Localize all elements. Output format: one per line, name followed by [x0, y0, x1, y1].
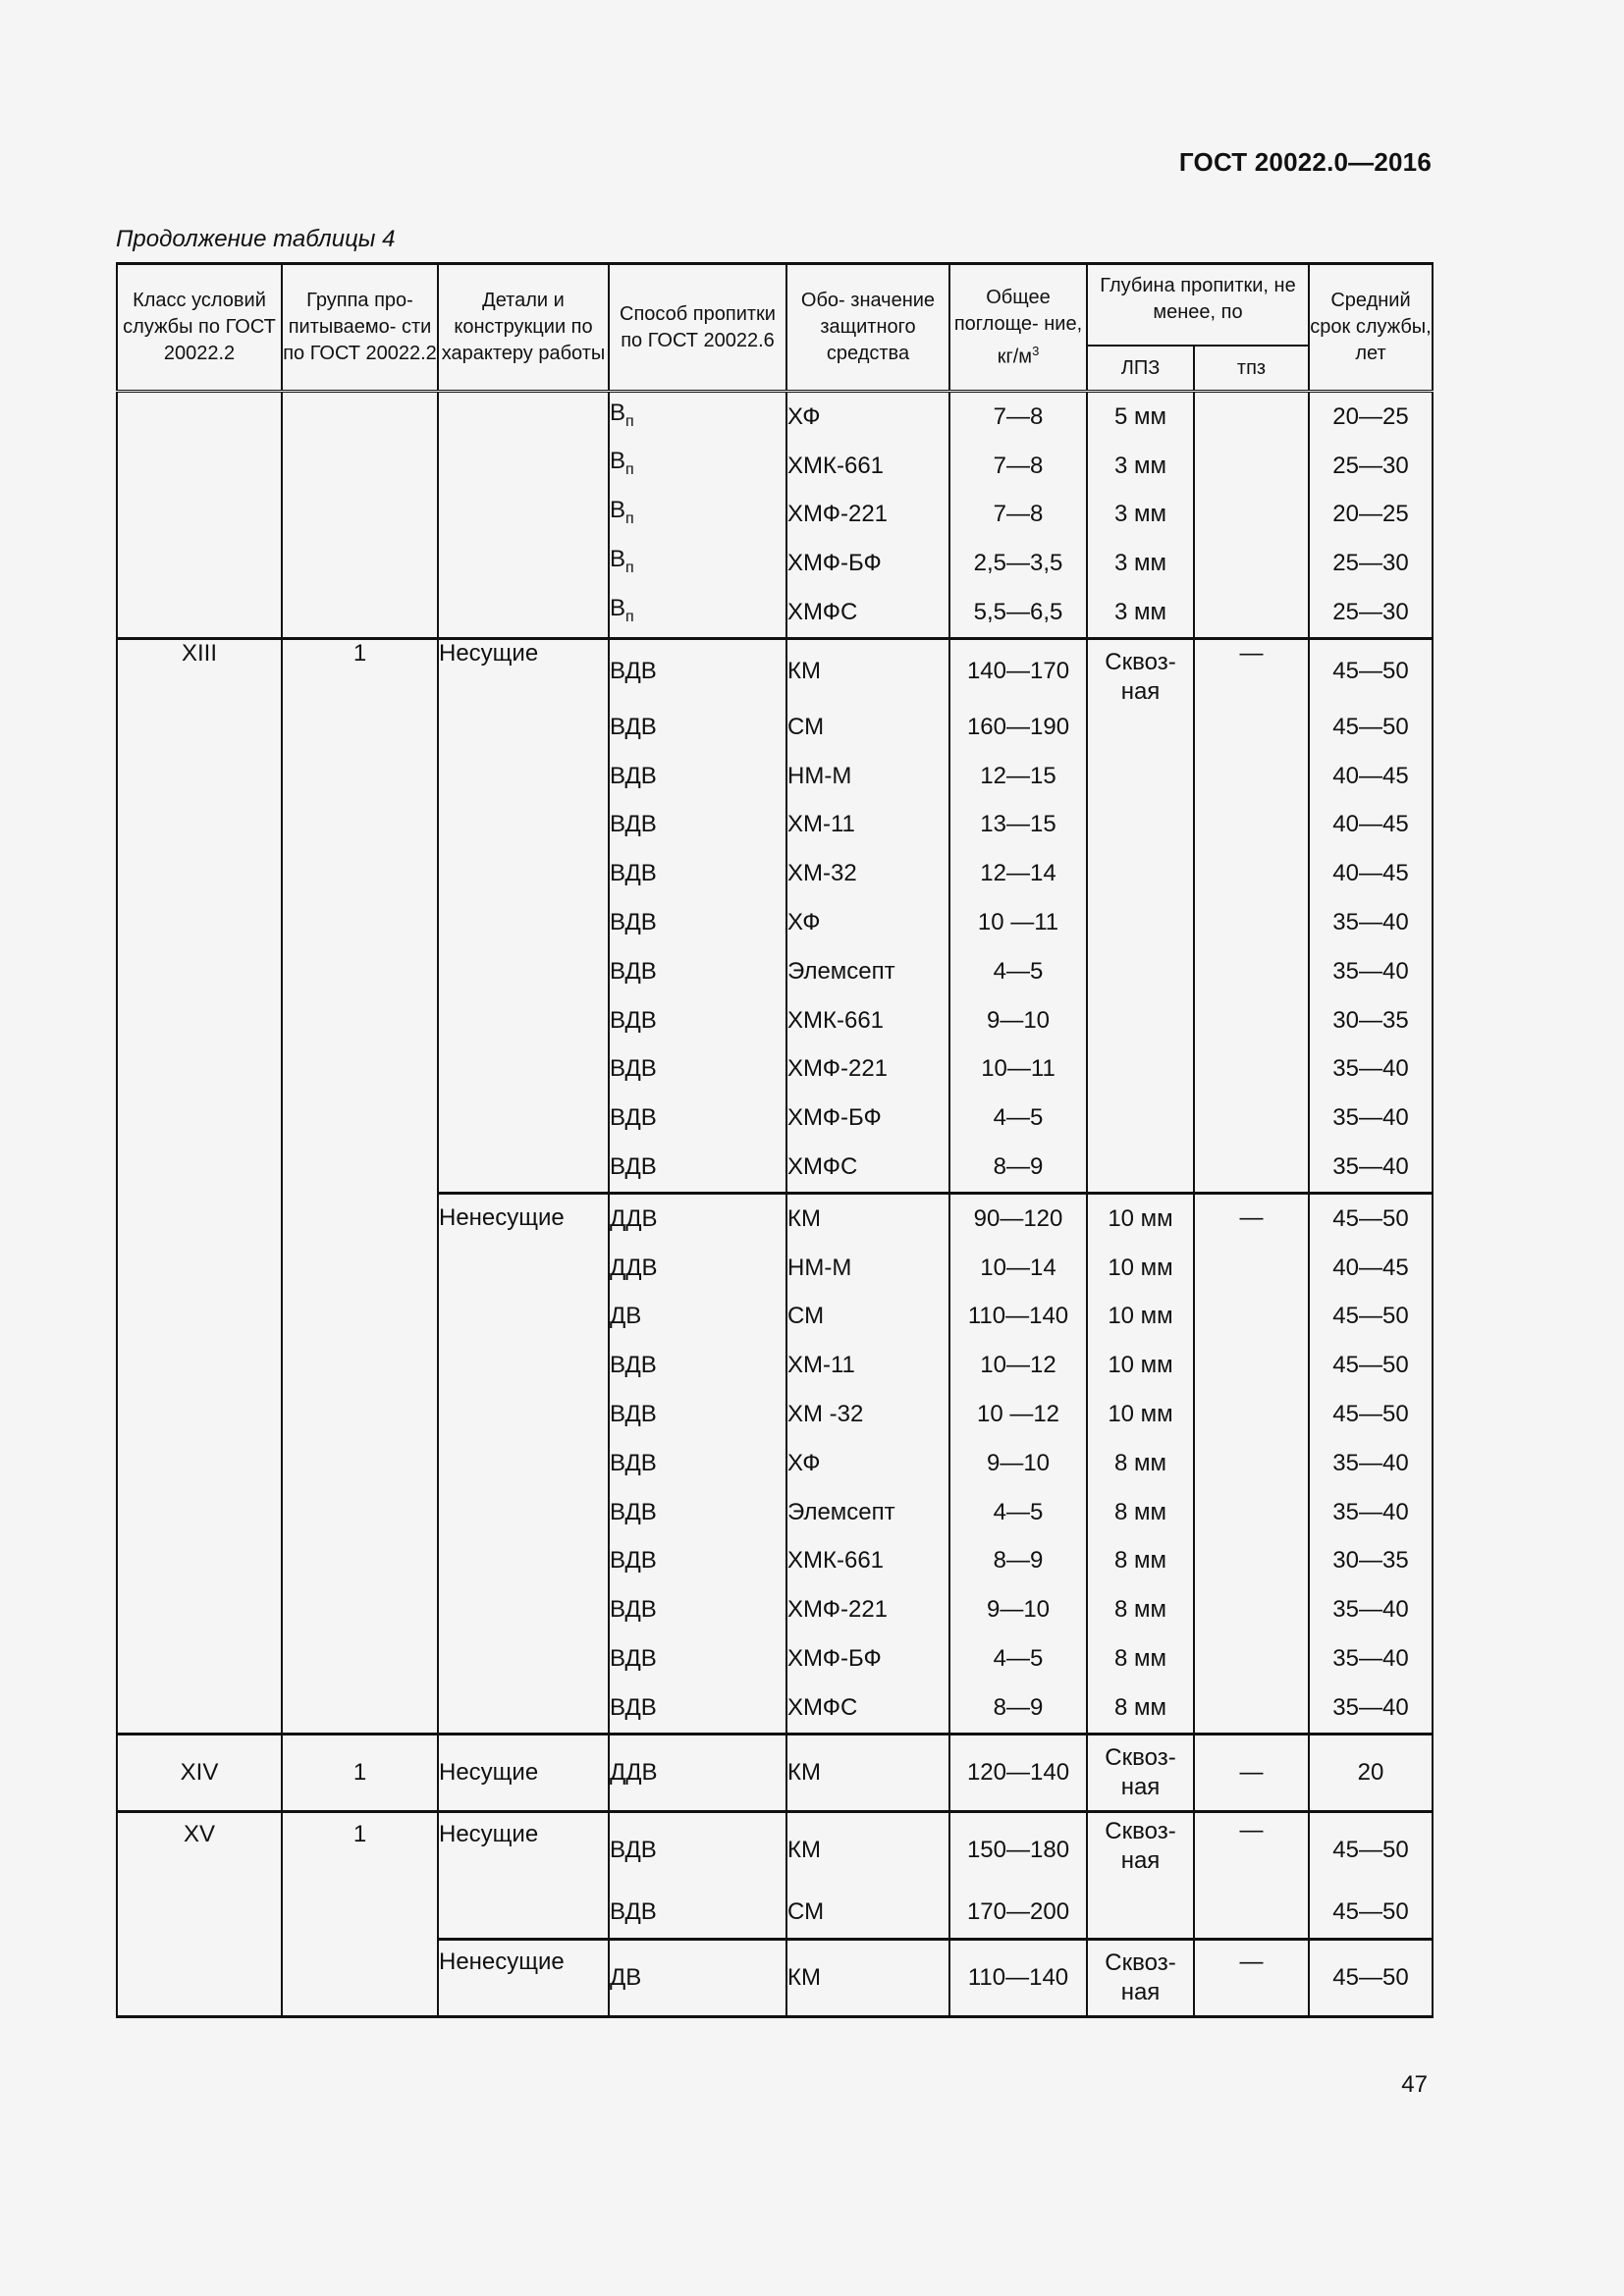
cell-term: 45—50: [1309, 1888, 1433, 1940]
cell-term: 45—50: [1309, 1811, 1433, 1888]
cell-designation: Элемсепт: [786, 947, 949, 996]
cell-term: 45—50: [1309, 1390, 1433, 1439]
cell-lpz: Сквоз- ная: [1087, 638, 1194, 1193]
col-header-class: Класс условий службы по ГОСТ 20022.2: [117, 264, 282, 392]
col-header-method: Способ пропитки по ГОСТ 20022.6: [609, 264, 786, 392]
cell-absorption: 4—5: [949, 1488, 1087, 1537]
cell-absorption: 9—10: [949, 996, 1087, 1045]
cell-group: 1: [282, 1811, 438, 2016]
cell-term: 40—45: [1309, 801, 1433, 850]
cell-details: Несущие: [438, 1811, 609, 1939]
cell-method: $В_п$: [609, 588, 786, 638]
cell-method: ВДВ: [609, 703, 786, 752]
cell-term: 35—40: [1309, 1094, 1433, 1143]
cell-method: ВДВ: [609, 752, 786, 801]
cell-absorption: 10—12: [949, 1341, 1087, 1390]
cell-lpz: 8 мм: [1087, 1634, 1194, 1683]
impregnation-table: [116, 262, 1434, 2018]
cell-term: 35—40: [1309, 1634, 1433, 1683]
cell-method: ВДВ: [609, 947, 786, 996]
cell-class: XIV: [117, 1734, 282, 1811]
cell-absorption: 9—10: [949, 1439, 1087, 1488]
cell-method: ВДВ: [609, 849, 786, 898]
col-header-absorption: Общее поглоще- ние, $кг/м^3$: [949, 264, 1087, 392]
cell-details: [438, 392, 609, 639]
cell-method: ДВ: [609, 1939, 786, 2016]
cell-absorption: 4—5: [949, 1634, 1087, 1683]
cell-method: ВДВ: [609, 1390, 786, 1439]
cell-term: 40—45: [1309, 1244, 1433, 1293]
cell-designation: СМ: [786, 1888, 949, 1940]
cell-class: [117, 392, 282, 639]
cell-method: ВДВ: [609, 1683, 786, 1734]
cell-term: 45—50: [1309, 1939, 1433, 2016]
table-row: [117, 1811, 1433, 1888]
cell-lpz: 10 мм: [1087, 1244, 1194, 1293]
cell-method: ВДВ: [609, 996, 786, 1045]
cell-lpz: 5 мм: [1087, 392, 1194, 442]
cell-class: XV: [117, 1811, 282, 2016]
cell-method: ВДВ: [609, 1341, 786, 1390]
cell-absorption: 7—8: [949, 442, 1087, 491]
cell-details: Несущие: [438, 1734, 609, 1811]
cell-term: 40—45: [1309, 752, 1433, 801]
cell-designation: ХМФ-221: [786, 491, 949, 540]
cell-method: ВДВ: [609, 1439, 786, 1488]
cell-lpz: 8 мм: [1087, 1488, 1194, 1537]
cell-absorption: 8—9: [949, 1143, 1087, 1193]
col-header-tpz: тпз: [1194, 346, 1309, 392]
cell-designation: ХФ: [786, 392, 949, 442]
cell-term: 30—35: [1309, 996, 1433, 1045]
cell-absorption: 110—140: [949, 1939, 1087, 2016]
cell-absorption: 10—11: [949, 1045, 1087, 1095]
cell-designation: Элемсепт: [786, 1488, 949, 1537]
cell-lpz: 3 мм: [1087, 442, 1194, 491]
cell-method: ВДВ: [609, 1537, 786, 1586]
cell-designation: ХМФ-БФ: [786, 539, 949, 588]
cell-tpz: —: [1194, 1193, 1309, 1734]
col-header-term: Средний срок службы, лет: [1309, 264, 1433, 392]
cell-group: 1: [282, 1734, 438, 1811]
cell-lpz: 3 мм: [1087, 491, 1194, 540]
cell-method: $В_п$: [609, 539, 786, 588]
cell-absorption: 170—200: [949, 1888, 1087, 1940]
cell-absorption: 7—8: [949, 392, 1087, 442]
cell-term: 35—40: [1309, 1585, 1433, 1634]
cell-group: [282, 392, 438, 639]
cell-term: 45—50: [1309, 638, 1433, 703]
cell-lpz: Сквоз- ная: [1087, 1939, 1194, 2016]
cell-method: ВДВ: [609, 1488, 786, 1537]
cell-method: ВДВ: [609, 1045, 786, 1095]
cell-term: 35—40: [1309, 1683, 1433, 1734]
cell-absorption: 120—140: [949, 1734, 1087, 1811]
cell-designation: НМ-М: [786, 1244, 949, 1293]
cell-designation: КМ: [786, 1939, 949, 2016]
cell-method: ВДВ: [609, 1888, 786, 1940]
cell-lpz: 3 мм: [1087, 539, 1194, 588]
cell-tpz: —: [1194, 638, 1309, 1193]
cell-absorption: 10 —12: [949, 1390, 1087, 1439]
cell-designation: ХФ: [786, 898, 949, 947]
cell-term: 35—40: [1309, 1488, 1433, 1537]
cell-lpz: 10 мм: [1087, 1193, 1194, 1243]
cell-term: 25—30: [1309, 442, 1433, 491]
cell-designation: НМ-М: [786, 752, 949, 801]
cell-method: ВДВ: [609, 898, 786, 947]
cell-designation: СМ: [786, 703, 949, 752]
table-row: [117, 638, 1433, 703]
cell-term: 45—50: [1309, 703, 1433, 752]
cell-designation: ХМФС: [786, 588, 949, 638]
cell-term: 35—40: [1309, 898, 1433, 947]
cell-absorption: 90—120: [949, 1193, 1087, 1243]
cell-designation: ХМФ-БФ: [786, 1634, 949, 1683]
cell-designation: ХМ -32: [786, 1390, 949, 1439]
cell-absorption: 4—5: [949, 947, 1087, 996]
cell-lpz: 3 мм: [1087, 588, 1194, 638]
cell-designation: ХМ-32: [786, 849, 949, 898]
col-header-designation: Обо- значение защитного средства: [786, 264, 949, 392]
cell-absorption: 150—180: [949, 1811, 1087, 1888]
cell-term: 35—40: [1309, 1439, 1433, 1488]
cell-method: ДДВ: [609, 1244, 786, 1293]
cell-absorption: 4—5: [949, 1094, 1087, 1143]
cell-details: Ненесущие: [438, 1939, 609, 2016]
cell-class: XIII: [117, 638, 282, 1734]
col-header-lpz: ЛПЗ: [1087, 346, 1194, 392]
table-row: [117, 1734, 1433, 1811]
cell-absorption: 12—14: [949, 849, 1087, 898]
cell-term: 40—45: [1309, 849, 1433, 898]
cell-lpz: 8 мм: [1087, 1683, 1194, 1734]
cell-method: $В_п$: [609, 491, 786, 540]
col-header-details: Детали и конструкции по характеру работы: [438, 264, 609, 392]
cell-method: ВДВ: [609, 1094, 786, 1143]
document-code: ГОСТ 20022.0—2016: [1178, 147, 1432, 177]
cell-term: 35—40: [1309, 1045, 1433, 1095]
cell-method: ВДВ: [609, 1634, 786, 1683]
cell-term: 45—50: [1309, 1293, 1433, 1342]
cell-lpz: Сквоз- ная: [1087, 1734, 1194, 1811]
cell-lpz: 10 мм: [1087, 1390, 1194, 1439]
cell-term: 45—50: [1309, 1341, 1433, 1390]
cell-lpz: 10 мм: [1087, 1293, 1194, 1342]
cell-designation: ХМ-11: [786, 801, 949, 850]
cell-term: 35—40: [1309, 947, 1433, 996]
page-number: 47: [1401, 2071, 1428, 2098]
cell-method: ВДВ: [609, 1143, 786, 1193]
cell-absorption: 160—190: [949, 703, 1087, 752]
cell-absorption: 2,5—3,5: [949, 539, 1087, 588]
cell-absorption: 10 —11: [949, 898, 1087, 947]
cell-method: ВДВ: [609, 1585, 786, 1634]
cell-designation: ХМФ-221: [786, 1585, 949, 1634]
cell-method: ВДВ: [609, 638, 786, 703]
cell-term: 30—35: [1309, 1537, 1433, 1586]
cell-designation: ХМК-661: [786, 1537, 949, 1586]
cell-designation: ХМК-661: [786, 996, 949, 1045]
cell-designation: КМ: [786, 638, 949, 703]
cell-designation: ХМФС: [786, 1683, 949, 1734]
cell-term: 20—25: [1309, 392, 1433, 442]
cell-absorption: 13—15: [949, 801, 1087, 850]
cell-lpz: 8 мм: [1087, 1439, 1194, 1488]
cell-group: 1: [282, 638, 438, 1734]
table-row: [117, 392, 1433, 442]
cell-term: 45—50: [1309, 1193, 1433, 1243]
cell-absorption: 8—9: [949, 1537, 1087, 1586]
cell-details: Несущие: [438, 638, 609, 1193]
cell-method: $В_п$: [609, 442, 786, 491]
cell-absorption: 10—14: [949, 1244, 1087, 1293]
cell-absorption: 9—10: [949, 1585, 1087, 1634]
cell-method: ДДВ: [609, 1193, 786, 1243]
cell-method: $В_п$: [609, 392, 786, 442]
cell-tpz: —: [1194, 1939, 1309, 2016]
col-header-group: Группа про- питываемо- сти по ГОСТ 20022.2: [282, 264, 438, 392]
cell-designation: КМ: [786, 1734, 949, 1811]
cell-designation: ХМ-11: [786, 1341, 949, 1390]
cell-designation: СМ: [786, 1293, 949, 1342]
cell-lpz: Сквоз- ная: [1087, 1811, 1194, 1939]
cell-tpz: —: [1194, 1734, 1309, 1811]
cell-designation: КМ: [786, 1811, 949, 1888]
cell-absorption: 12—15: [949, 752, 1087, 801]
cell-designation: КМ: [786, 1193, 949, 1243]
cell-details: Ненесущие: [438, 1193, 609, 1734]
cell-method: ДДВ: [609, 1734, 786, 1811]
cell-term: 25—30: [1309, 588, 1433, 638]
cell-lpz: 10 мм: [1087, 1341, 1194, 1390]
cell-term: 35—40: [1309, 1143, 1433, 1193]
cell-tpz: [1194, 392, 1309, 639]
cell-absorption: 110—140: [949, 1293, 1087, 1342]
table-caption: Продолжение таблицы 4: [116, 226, 396, 252]
cell-term: 20—25: [1309, 491, 1433, 540]
cell-designation: ХМФ-221: [786, 1045, 949, 1095]
cell-term: 20: [1309, 1734, 1433, 1811]
cell-method: ВДВ: [609, 801, 786, 850]
cell-designation: ХФ: [786, 1439, 949, 1488]
cell-term: 25—30: [1309, 539, 1433, 588]
cell-designation: ХМФ-БФ: [786, 1094, 949, 1143]
cell-lpz: 8 мм: [1087, 1585, 1194, 1634]
cell-method: ДВ: [609, 1293, 786, 1342]
cell-absorption: 7—8: [949, 491, 1087, 540]
cell-tpz: —: [1194, 1811, 1309, 1939]
cell-designation: ХМФС: [786, 1143, 949, 1193]
cell-absorption: 8—9: [949, 1683, 1087, 1734]
cell-absorption: 5,5—6,5: [949, 588, 1087, 638]
cell-absorption: 140—170: [949, 638, 1087, 703]
cell-method: ВДВ: [609, 1811, 786, 1888]
cell-designation: ХМК-661: [786, 442, 949, 491]
col-header-depth: Глубина пропитки, не менее, по: [1087, 264, 1309, 347]
cell-lpz: 8 мм: [1087, 1537, 1194, 1586]
